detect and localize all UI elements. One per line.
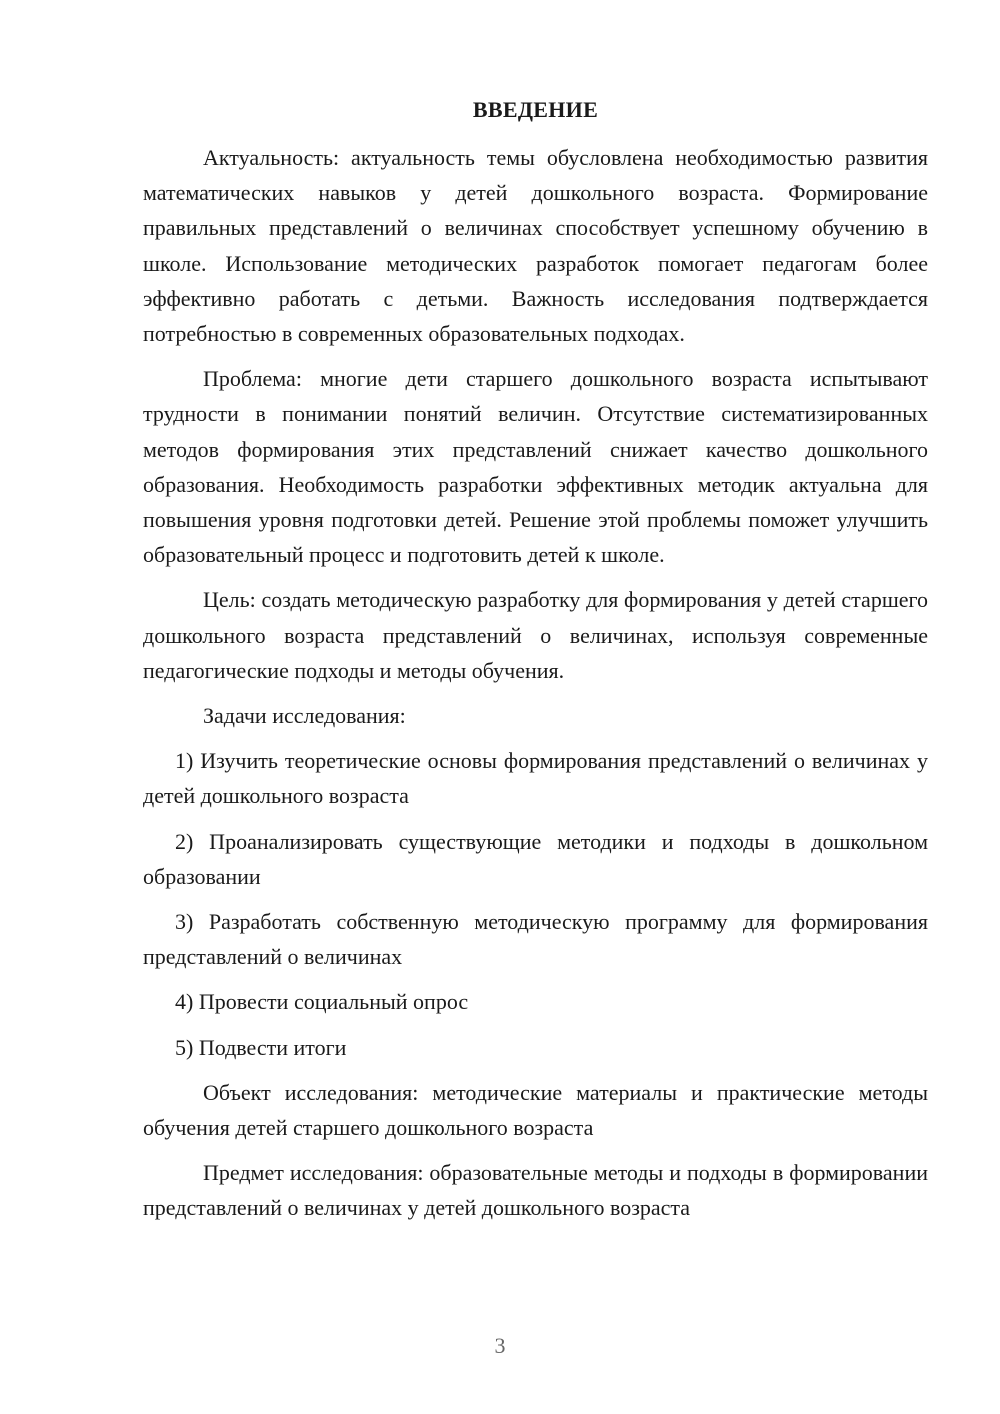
task-item-3: 3) Разработать собственную методическую программу для формирования представлений о величинах	[143, 909, 928, 970]
page-number: 3	[494, 1333, 506, 1358]
relevance-paragraph: Актуальность: актуальность темы обусловлена необходимостью развития математических навыков у детей дошкольного возраста. Формирование правильных представлений о величинах способствует успешному обучению в школе. Использование методических разработок помогает педагогам более эффективно работать с детьми. Важность исследования подтверждается потребностью в современных образовательных подходах.	[143, 145, 928, 347]
section-heading: ВВЕДЕНИЕ	[472, 97, 599, 122]
subject-paragraph: Предмет исследования: образовательные методы и подходы в формировании представлений о величинах у детей дошкольного возраста	[143, 1160, 928, 1221]
tasks-list	[143, 743, 928, 1065]
task-item-5: 5) Подвести итоги	[175, 1034, 347, 1060]
task-item-2: 2) Проанализировать существующие методики и подходы в дошкольном образовании	[143, 828, 928, 889]
document-page	[143, 92, 928, 1236]
problem-paragraph: Проблема: многие дети старшего дошкольного возраста испытывают трудности в понимании понятий величин. Отсутствие систематизированных методов формирования этих представлений снижает качество дошкольного образования. Необходимость разработки эффективных методик актуальна для повышения уровня подготовки детей. Решение этой проблемы поможет улучшить образовательный процесс и подготовить детей к школе.	[143, 366, 928, 568]
task-item-4: 4) Провести социальный опрос	[175, 989, 469, 1015]
goal-paragraph: Цель: создать методическую разработку для формирования у детей старшего дошкольного возраста представлений о величинах, используя современные педагогические подходы и методы обучения.	[143, 587, 928, 683]
object-paragraph: Объект исследования: методические материалы и практические методы обучения детей старшего дошкольного возраста	[143, 1079, 928, 1141]
tasks-title: Задачи исследования:	[203, 703, 406, 729]
task-item-1: 1) Изучить теоретические основы формирования представлений о величинах у детей дошкольного возраста	[143, 748, 928, 809]
